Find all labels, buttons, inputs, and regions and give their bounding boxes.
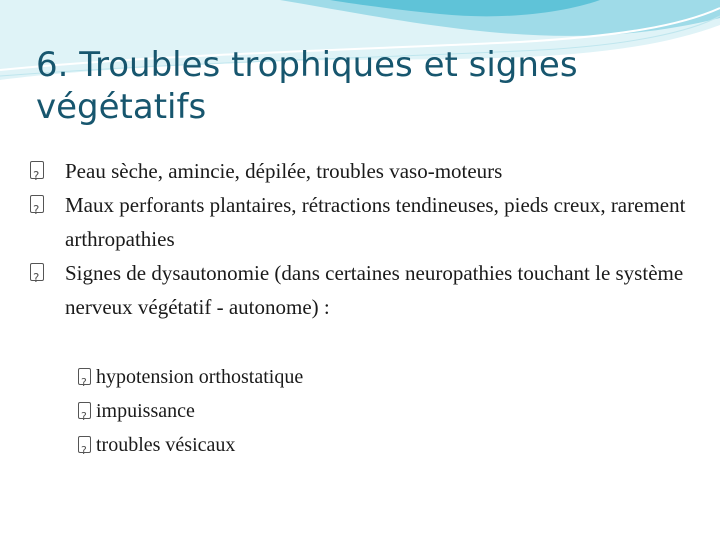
missing-glyph-box-icon: [30, 263, 44, 281]
missing-glyph-box-icon: [78, 402, 91, 419]
missing-glyph-box-icon: [30, 195, 44, 213]
bullet-list: [30, 154, 700, 324]
missing-glyph-box-icon: [78, 436, 91, 453]
bullet-item: [30, 188, 700, 256]
slide-title: 6. Troubles trophiques et signes végétatifs: [36, 45, 578, 127]
bullet-text: Peau sèche, amincie, dépilée, troubles vaso-moteurs: [65, 159, 503, 183]
sub-bullet-item: [78, 394, 678, 428]
sub-bullet-list: [78, 360, 678, 462]
bullet-text: Maux perforants plantaires, rétractions tendineuses, pieds creux, rarement arthropathies: [65, 193, 686, 251]
sub-bullet-item: [78, 360, 678, 394]
sub-bullet-text: impuissance: [96, 400, 195, 422]
bullet-item: [30, 154, 700, 188]
sub-bullet-text: troubles vésicaux: [96, 434, 236, 456]
bullet-text: Signes de dysautonomie (dans certaines neuropathies touchant le système nerveux végétatif - autonome) :: [65, 261, 684, 319]
sub-bullet-text: hypotension orthostatique: [96, 366, 304, 388]
missing-glyph-box-icon: [78, 368, 91, 385]
bullet-item: [30, 256, 700, 324]
sub-bullet-item: [78, 428, 678, 462]
missing-glyph-box-icon: [30, 161, 44, 179]
